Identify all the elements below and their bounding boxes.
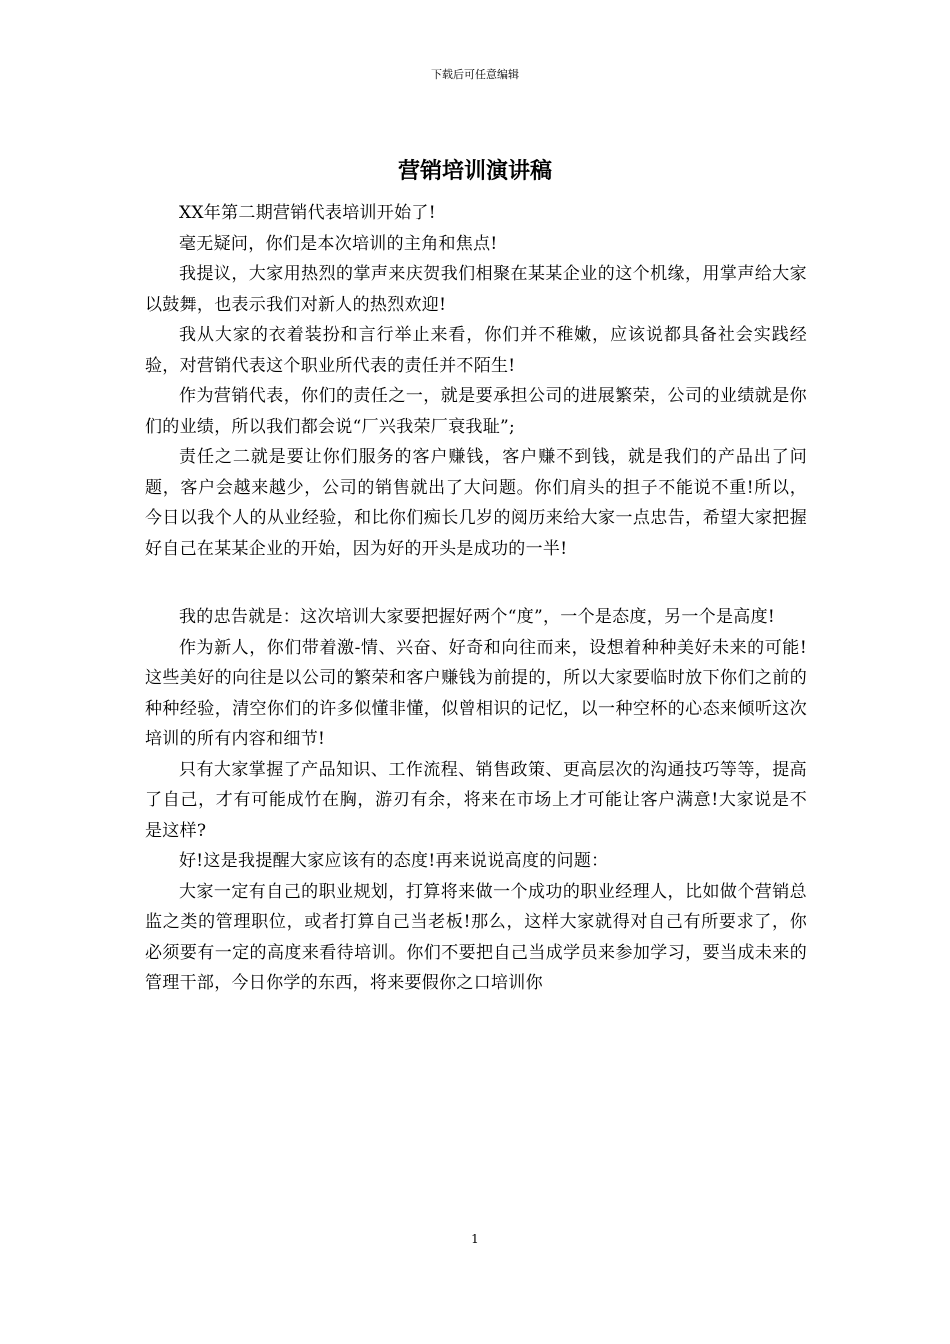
- document-body: [145, 198, 807, 999]
- paragraph: 大家一定有自己的职业规划，打算将来做一个成功的职业经理人，比如做个营销总监之类的管理职位，或者打算自己当老板!那么，这样大家就得对自己有所要求了，你必须要有一定的高度来看待培训。你们不要把自己当成学员来参加学习，要当成未来的管理干部，今日你学的东西，将来要假你之口培训你: [145, 881, 807, 993]
- document-title: 营销培训演讲稿: [397, 158, 552, 184]
- paragraph: 我从大家的衣着装扮和言行举止来看，你们并不稚嫩，应该说都具备社会实践经验，对营销代表这个职业所代表的责任并不陌生!: [145, 325, 807, 376]
- paragraph: 作为营销代表，你们的责任之一，就是要承担公司的进展繁荣，公司的业绩就是你们的业绩，所以我们都会说“厂兴我荣厂衰我耻”;: [145, 386, 807, 437]
- paragraph: 毫无疑问，你们是本次培训的主角和焦点!: [179, 233, 498, 254]
- header-note: 下载后可任意编辑: [431, 68, 519, 81]
- paragraph: 我的忠告就是：这次培训大家要把握好两个“度”，一个是态度，另一个是高度!: [179, 607, 776, 627]
- paragraph: 责任之二就是要让你们服务的客户赚钱，客户赚不到钱，就是我们的产品出了问题，客户会越来越少，公司的销售就出了大问题。你们肩头的担子不能说不重!所以，今日以我个人的从业经验，和比你们痴长几岁的阅历来给大家一点忠告，希望大家把握好自己在某某企业的开始，因为好的开头是成功的一半!: [145, 447, 807, 559]
- paragraph: 我提议，大家用热烈的掌声来庆贺我们相聚在某某企业的这个机缘，用掌声给大家以鼓舞，也表示我们对新人的热烈欢迎!: [145, 264, 807, 315]
- page-number: 1: [471, 1232, 479, 1246]
- paragraph: 好!这是我提醒大家应该有的态度!再来说说高度的问题：: [179, 851, 609, 871]
- paragraph: 只有大家掌握了产品知识、工作流程、销售政策、更高层次的沟通技巧等等，提高了自己，才有可能成竹在胸，游刃有余，将来在市场上才可能让客户满意!大家说是不是这样?: [145, 759, 807, 841]
- paragraph: 作为新人，你们带着激-情、兴奋、好奇和向往而来，设想着种种美好未来的可能!这些美好的向往是以公司的繁荣和客户赚钱为前提的，所以大家要临时放下你们之前的种种经验，清空你们的许多似懂非懂，似曾相识的记忆，以一种空杯的心态来倾听这次培训的所有内容和细节!: [145, 637, 807, 749]
- paragraph: XX年第二期营销代表培训开始了!: [179, 203, 436, 223]
- paragraph-gap: [145, 564, 807, 602]
